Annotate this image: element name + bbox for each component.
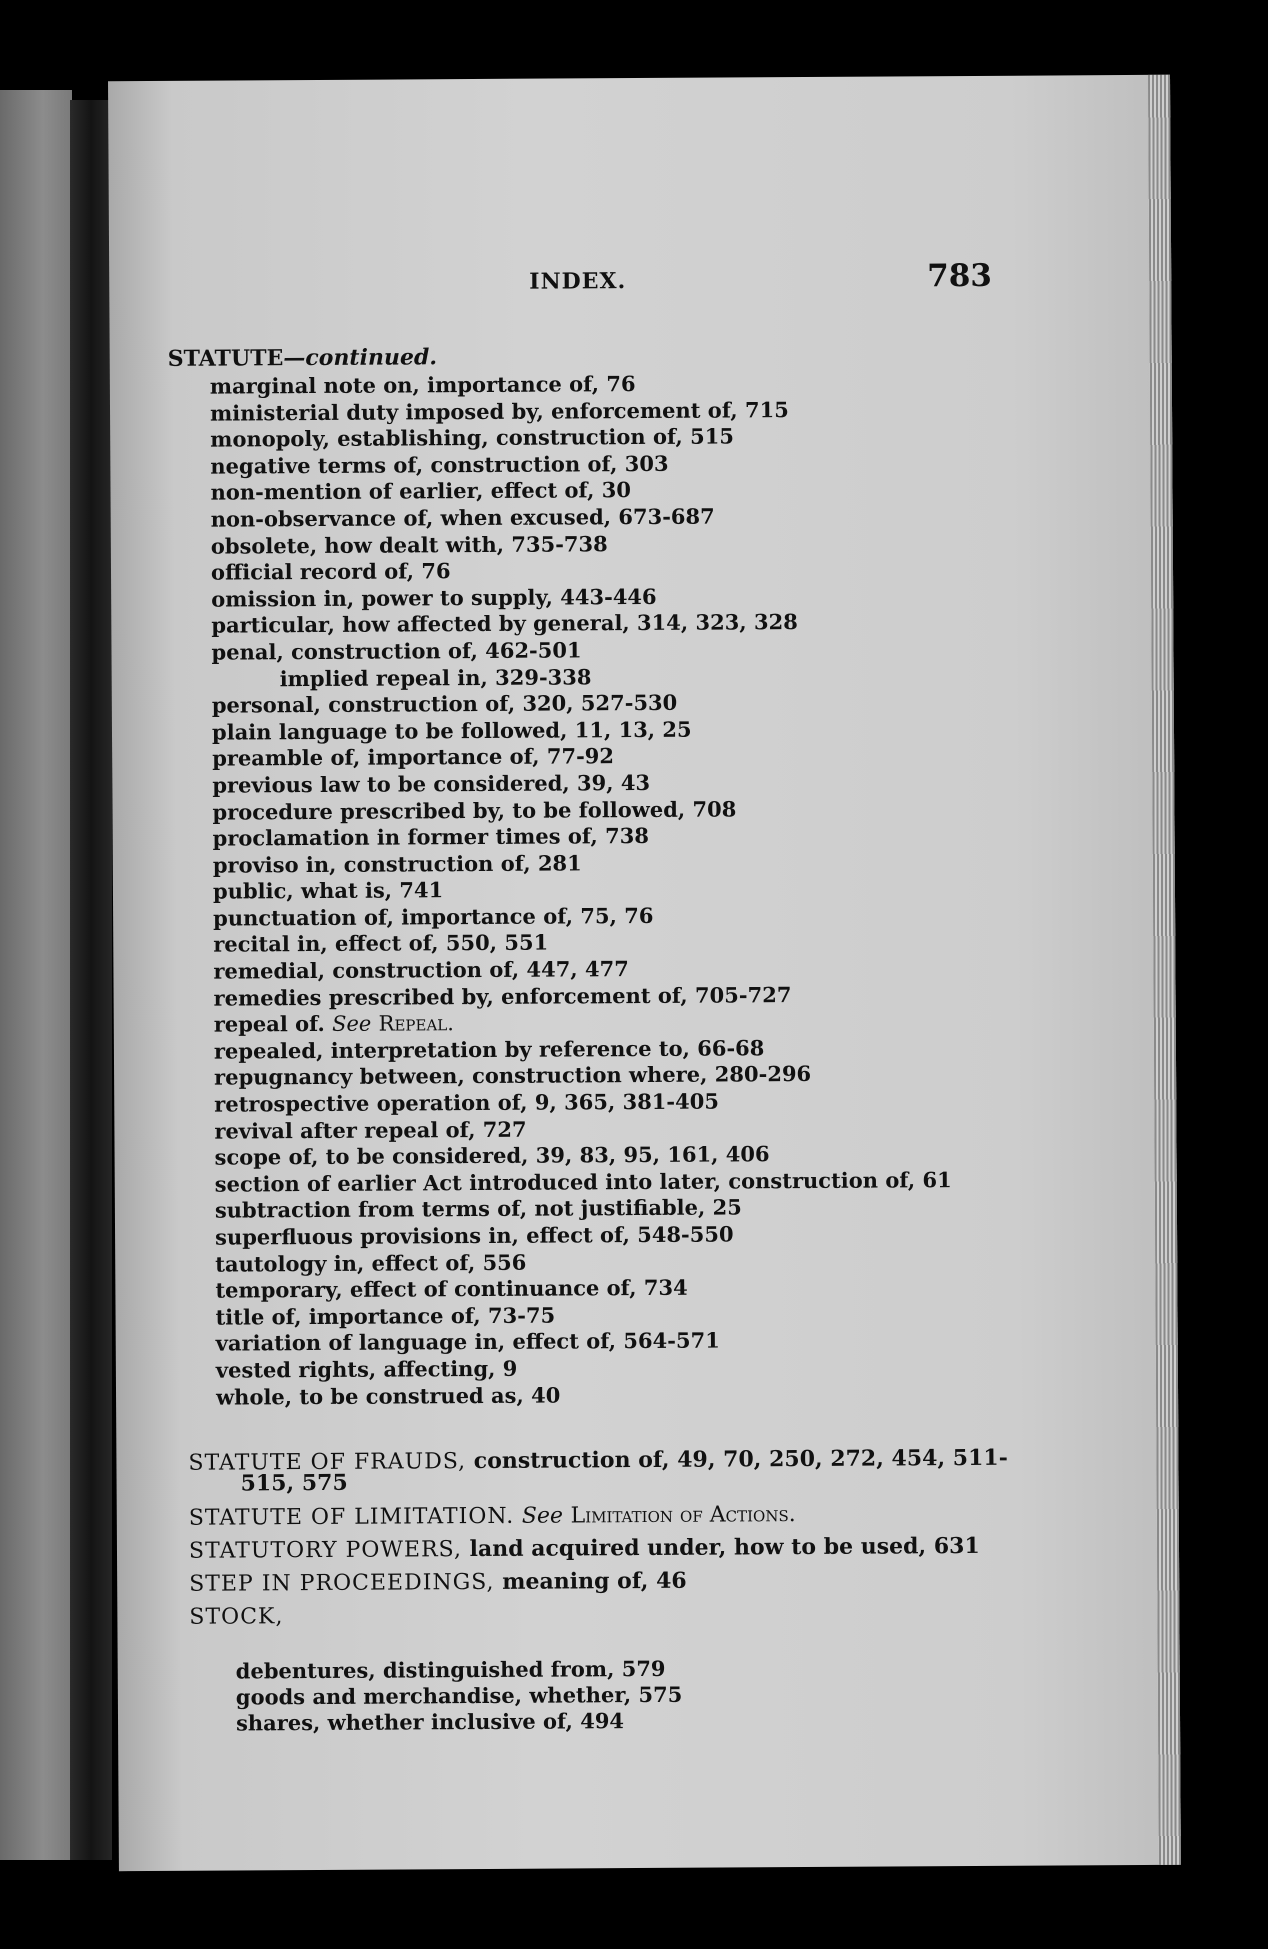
main-entries bbox=[188, 1441, 1169, 1634]
subentry: non-observance of, when excused, 673-687 bbox=[210, 503, 715, 532]
subentry: recital in, effect of, 550, 551 bbox=[213, 930, 549, 958]
left-facing-page bbox=[0, 90, 72, 1860]
index-page bbox=[108, 75, 1181, 1871]
see-label: See bbox=[521, 1503, 564, 1529]
subentry: title of, importance of, 73-75 bbox=[215, 1302, 556, 1330]
subentry: particular, how affected by general, 314, 323, 328 bbox=[211, 609, 798, 638]
subentry: official record of, 76 bbox=[210, 558, 451, 585]
subentry-text: repeal of. bbox=[213, 1011, 325, 1037]
entry-heading: STATUTE OF LIMITATION. bbox=[188, 1503, 515, 1531]
see-reference: Limitation of Actions. bbox=[570, 1502, 796, 1529]
entry-text: land acquired under, how to be used, 631 bbox=[469, 1532, 980, 1563]
subentry: tautology in, effect of, 556 bbox=[215, 1249, 527, 1277]
statute-subentries bbox=[210, 369, 953, 1411]
subentry: obsolete, how dealt with, 735-738 bbox=[210, 530, 608, 559]
entry-heading: STEP IN PROCEEDINGS, bbox=[189, 1569, 495, 1597]
subentry: ministerial duty imposed by, enforcement of, 715 bbox=[209, 396, 789, 426]
subentry: repugnancy between, construction where, 280-296 bbox=[214, 1061, 812, 1091]
book-gutter bbox=[70, 100, 112, 1860]
subentry: scope of, to be considered, 39, 83, 95, 161, 406 bbox=[214, 1141, 770, 1170]
subentry: remedial, construction of, 447, 477 bbox=[213, 956, 629, 984]
entry-stock bbox=[189, 1595, 1169, 1634]
running-head: INDEX. bbox=[529, 268, 627, 295]
entry-continuation: 515, 575 bbox=[240, 1469, 348, 1497]
subentry: public, what is, 741 bbox=[212, 877, 444, 904]
entry-heading: STATUTORY POWERS, bbox=[188, 1537, 462, 1564]
statute-heading-label: STATUTE bbox=[167, 345, 284, 372]
subentry: previous law to be considered, 39, 43 bbox=[212, 769, 651, 798]
subentry: whole, to be construed as, 40 bbox=[215, 1382, 561, 1410]
subentry: vested rights, affecting, 9 bbox=[215, 1355, 518, 1383]
subentry: repealed, interpretation by reference to, 66-68 bbox=[213, 1035, 765, 1064]
subentry: punctuation of, importance of, 75, 76 bbox=[213, 902, 654, 931]
statute-heading bbox=[168, 344, 437, 372]
entry-text: meaning of, 46 bbox=[502, 1567, 687, 1595]
subentry: proclamation in former times of, 738 bbox=[212, 823, 649, 851]
subentry: monopoly, establishing, construction of, 515 bbox=[210, 423, 735, 452]
continued-label: —continued. bbox=[283, 344, 438, 372]
see-reference: Repeal. bbox=[378, 1011, 454, 1036]
subentry: subtraction from terms of, not justifiable, 25 bbox=[214, 1194, 742, 1224]
subentry: preamble of, importance of, 77-92 bbox=[212, 743, 615, 771]
subentry: negative terms of, construction of, 303 bbox=[210, 450, 669, 479]
subentry: temporary, effect of continuance of, 734 bbox=[215, 1274, 688, 1303]
see-label: See bbox=[331, 1011, 372, 1037]
entry-heading: STOCK, bbox=[189, 1604, 284, 1630]
stock-subentries bbox=[236, 1656, 683, 1737]
subentry: debentures, distinguished from, 579 bbox=[235, 1655, 666, 1684]
subentry: section of earlier Act introduced into later, construction of, 61 bbox=[214, 1166, 952, 1197]
subentry: procedure prescribed by, to be followed, 708 bbox=[212, 795, 737, 825]
subentry: remedies prescribed by, enforcement of, 705-727 bbox=[213, 981, 792, 1011]
entry-text: construction of, 49, 70, 250, 272, 454, 511- bbox=[473, 1444, 1008, 1475]
subentry: marginal note on, importance of, 76 bbox=[209, 371, 636, 399]
subentry: personal, construction of, 320, 527-530 bbox=[211, 689, 678, 718]
subentry: revival after repeal of, 727 bbox=[214, 1116, 527, 1144]
subentry: non-mention of earlier, effect of, 30 bbox=[210, 477, 632, 505]
subentry: penal, construction of, 462-501 bbox=[211, 637, 582, 665]
page-text bbox=[108, 75, 1170, 1736]
subentry: goods and merchandise, whether, 575 bbox=[235, 1681, 683, 1710]
subentry: variation of language in, effect of, 564-571 bbox=[215, 1327, 720, 1356]
subentry: superfluous provisions in, effect of, 548-550 bbox=[214, 1221, 734, 1250]
page-number: 783 bbox=[927, 257, 993, 295]
subentry: omission in, power to supply, 443-446 bbox=[211, 583, 657, 612]
subentry: retrospective operation of, 9, 365, 381-405 bbox=[214, 1088, 719, 1117]
subentry: proviso in, construction of, 281 bbox=[212, 850, 582, 878]
entry-heading: STATUTE OF FRAUDS, bbox=[188, 1449, 467, 1476]
subentry-indented: implied repeal in, 329-338 bbox=[279, 663, 592, 691]
subentry: shares, whether inclusive of, 494 bbox=[235, 1708, 625, 1736]
subentry: plain language to be followed, 11, 13, 25 bbox=[211, 716, 692, 745]
